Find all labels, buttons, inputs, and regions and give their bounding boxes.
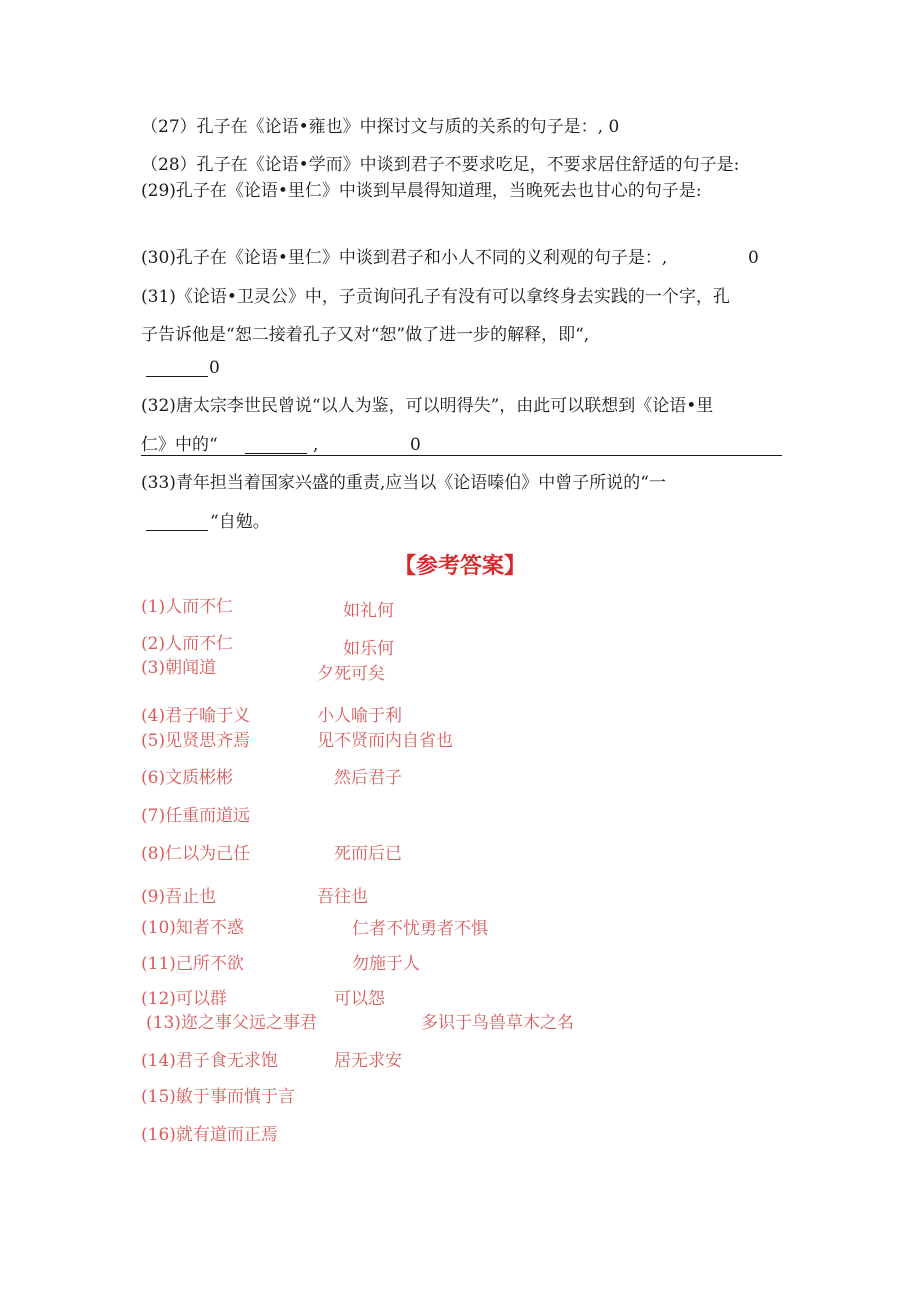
answer-10-first: (10)知者不惑 xyxy=(141,918,244,938)
answer-blank xyxy=(146,512,208,531)
answer-5-first: (5)见贤思齐焉 xyxy=(141,731,251,751)
question-31-line1: (31)《论语•卫灵公》中，子贡询问孔子有没有可以拿终身去实践的一个字，孔 xyxy=(141,287,730,307)
answer-6-second: 然后君子 xyxy=(334,768,402,788)
answer-2-first: (2)人而不仁 xyxy=(141,634,234,654)
answer-1-first: (1)人而不仁 xyxy=(141,597,234,617)
question-32-line2: 仁》中的“ xyxy=(141,435,218,455)
answer-7-first: (7)任重而道远 xyxy=(141,806,251,826)
answer-1-second: 如礼何 xyxy=(343,601,394,621)
answer-blank xyxy=(245,435,307,454)
answer-6-first: (6)文质彬彬 xyxy=(141,768,234,788)
question-32-comma: , xyxy=(313,435,319,455)
answer-14-first: (14)君子食无求饱 xyxy=(141,1051,278,1071)
question-33-line1: (33)青年担当着国家兴盛的重责,应当以《论语嗪伯》中曾子所说的“一 xyxy=(141,473,666,493)
answer-5-second: 见不贤而内自省也 xyxy=(317,731,453,751)
answer-16-first: (16)就有道而正焉 xyxy=(141,1125,278,1145)
answers-heading: 【参考答案】 xyxy=(393,554,526,579)
underline-rule xyxy=(141,455,782,456)
question-29: (29)孔子在《论语•里仁》中谈到早晨得知道理，当晚死去也甘心的句子是: xyxy=(141,181,702,201)
answer-15-first: (15)敏于事而慎于言 xyxy=(141,1087,295,1107)
answer-4-first: (4)君子喻于义 xyxy=(141,706,251,726)
question-33-line2: “自勉。 xyxy=(210,512,270,532)
answer-11-first: (11)己所不欲 xyxy=(141,954,244,974)
question-27: （27）孔子在《论语•雍也》中探讨文与质的关系的句子是：, 0 xyxy=(141,117,620,137)
answer-13-first: (13)迩之事父远之事君 xyxy=(146,1013,317,1033)
answer-13-second: 多识于鸟兽草木之名 xyxy=(421,1013,574,1033)
question-31-end: 0 xyxy=(209,358,220,378)
answer-11-second: 勿施于人 xyxy=(352,954,420,974)
answer-9-first: (9)吾止也 xyxy=(141,887,217,907)
answer-3-second: 夕死可矣 xyxy=(317,664,385,684)
answer-8-first: (8)仁以为己任 xyxy=(141,844,251,864)
answer-4-second: 小人喻于利 xyxy=(317,706,402,726)
question-31-line2: 子告诉他是“恕二接着孔子又对“恕”做了进一步的解释，即“, xyxy=(141,325,590,345)
answer-14-second: 居无求安 xyxy=(334,1051,402,1071)
question-32-end: 0 xyxy=(410,435,421,455)
question-28: （28）孔子在《论语•学而》中谈到君子不要求吃足，不要求居住舒适的句子是: xyxy=(141,155,740,175)
answer-8-second: 死而后已 xyxy=(334,844,402,864)
question-30-end: 0 xyxy=(748,248,759,268)
answer-3-first: (3)朝闻道 xyxy=(141,658,217,678)
answer-12-first: (12)可以群 xyxy=(141,989,227,1009)
question-32-line1: (32)唐太宗李世民曾说“以人为鉴，可以明得失”，由此可以联想到《论语•里 xyxy=(141,396,714,416)
question-30: (30)孔子在《论语•里仁》中谈到君子和小人不同的义利观的句子是：, xyxy=(141,248,668,268)
answer-12-second: 可以怨 xyxy=(334,989,385,1009)
answer-10-second: 仁者不忧勇者不惧 xyxy=(352,919,488,939)
answer-2-second: 如乐何 xyxy=(343,639,394,659)
answer-9-second: 吾往也 xyxy=(317,887,368,907)
answer-blank xyxy=(146,358,208,377)
